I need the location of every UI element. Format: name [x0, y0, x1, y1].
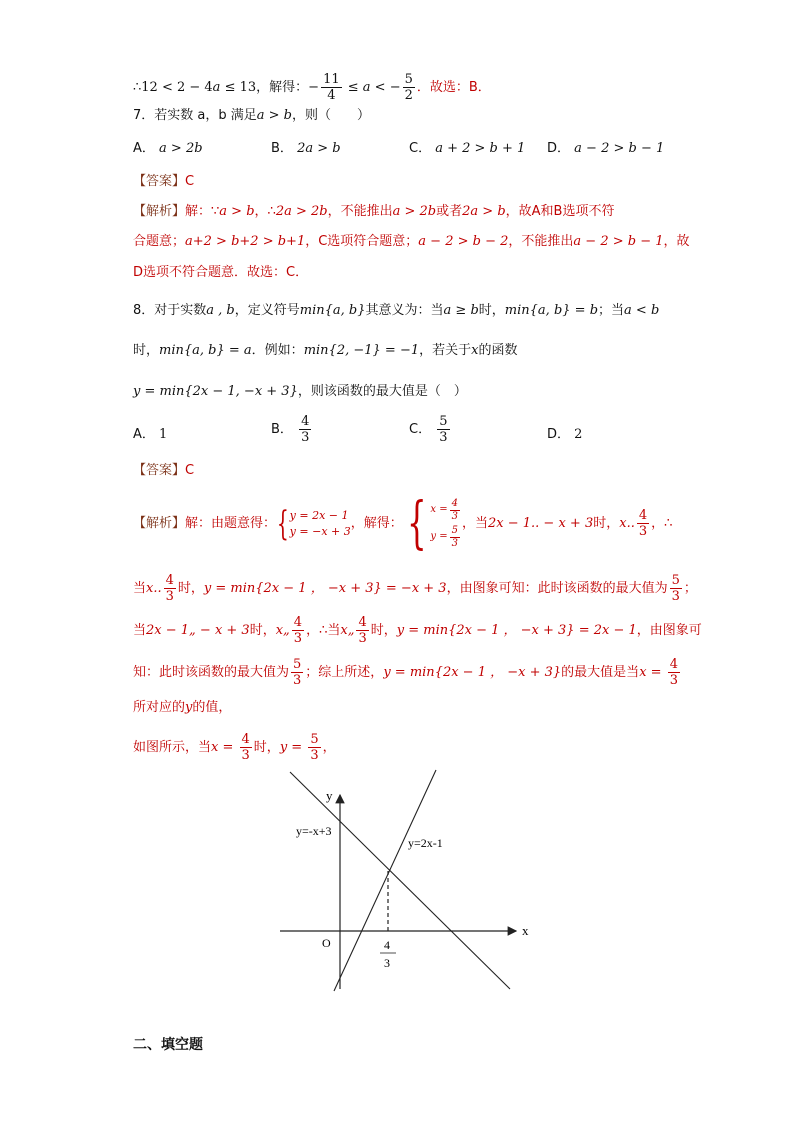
fraction: $\frac{4}{3}$ [301, 414, 310, 445]
q8-explanation-line-3: 当2x − 1„ − x + 3时，x„ $\frac{4}{3}$ ，∴当x„ $\frac{4}{3}$ 时，y = min{2x − 1 ， −x + 3} = 2x − 1，由图象可 [133, 615, 702, 646]
q7-explanation-line-1: 【解析】解：∵a > b，∴2a > 2b，不能推出a > 2b或者2a > b，故A和B选项不符 [133, 204, 615, 219]
q7-answer: 【答案】C [133, 174, 195, 189]
function-graph [270, 765, 540, 995]
x-axis-label: x [522, 923, 529, 938]
fraction: $\frac{5}{2}$ [404, 72, 413, 103]
q8-option-d: D． 2 [547, 427, 583, 442]
q7-explanation-line-2: 合题意；a+2 > b+2 > b+1，C选项符合题意；a − 2 > b − 2，不能推出a − 2 > b − 1，故 [133, 234, 690, 249]
line-neg-x-plus-3 [290, 772, 510, 989]
question-8-stem-line-1: 8．对于实数a , b，定义符号min{a, b}其意义为：当a ≥ b时，min{a, b} = b；当a < b [133, 303, 660, 318]
question-8-stem-line-3: y = min{2x − 1, −x + 3}，则该函数的最大值是（ ） [133, 384, 467, 399]
question-8-stem-line-2: 时，min{a, b} = a．例如：min{2, −1} = −1，若关于x的函数 [133, 343, 518, 358]
tick-label-denominator: 3 [384, 956, 390, 970]
fraction: $\frac{5}{3}$ [439, 414, 448, 445]
q8-explanation-line-6: 如图所示，当x = $\frac{4}{3}$ 时，y = $\frac{5}{3}$ ， [133, 732, 336, 763]
label-line-neg-x-plus-3: y=-x+3 [296, 824, 332, 838]
q8-option-b: B． $\frac{4}{3}$ [271, 414, 310, 445]
q7-explanation-line-3: D选项不符合题意．故选：C． [133, 265, 309, 280]
fraction: $\frac{11}{4}$ [323, 72, 340, 103]
q8-option-a: A． 1 [133, 427, 168, 442]
section-heading: 二、填空题 [133, 1037, 203, 1053]
q8-explanation-line-5: 所对应的y的值， [133, 700, 232, 715]
solution-system: x = $\frac{4}{3}$ y = $\frac{5}{3}$ [430, 497, 458, 549]
q7-option-c: C． a + 2 > b + 1 [409, 141, 526, 156]
q8-explanation-line-1: 【解析】解：由题意得：{ y = 2x − 1 y = −x + 3 ，解得：{ x = $\frac{4}{3}$ y = $\frac{5}{3}$ ，当2x − 1.. − x + 3时，x.. $\frac{4}{3}$ ，∴ [133, 490, 673, 556]
solution-line-q6: ∴12 < 2 − 4a ≤ 13，解得：− $\frac{11}{4}$ ≤ a < − $\frac{5}{2}$ ．故选：B． [133, 72, 491, 103]
tick-label-numerator: 4 [384, 938, 390, 952]
q8-explanation-line-4: 知：此时该函数的最大值为 $\frac{5}{3}$ ；综上所述，y = min{2x − 1 ， −x + 3}的最大值是当x = $\frac{4}{3}$ [133, 657, 678, 688]
q7-option-d: D． a − 2 > b − 1 [547, 141, 665, 156]
q8-answer: 【答案】C [133, 463, 195, 478]
q7-option-b: B． 2a > b [271, 141, 341, 156]
question-7-stem: 7．若实数 a，b 满足a > b，则（ ） [133, 108, 371, 123]
q8-option-c: C． $\frac{5}{3}$ [409, 414, 448, 445]
equation-system: y = 2x − 1 y = −x + 3 [289, 508, 351, 538]
q8-explanation-line-2: 当x.. $\frac{4}{3}$ 时，y = min{2x − 1 ， −x + 3} = −x + 3，由图象可知：此时该函数的最大值为 $\frac{5}{3}$ ； [133, 573, 697, 604]
origin-label: O [322, 936, 331, 950]
q7-option-a: A． a > 2b [133, 141, 203, 156]
y-axis-label: y [326, 788, 333, 803]
label-line-2x-minus-1: y=2x-1 [408, 836, 443, 850]
